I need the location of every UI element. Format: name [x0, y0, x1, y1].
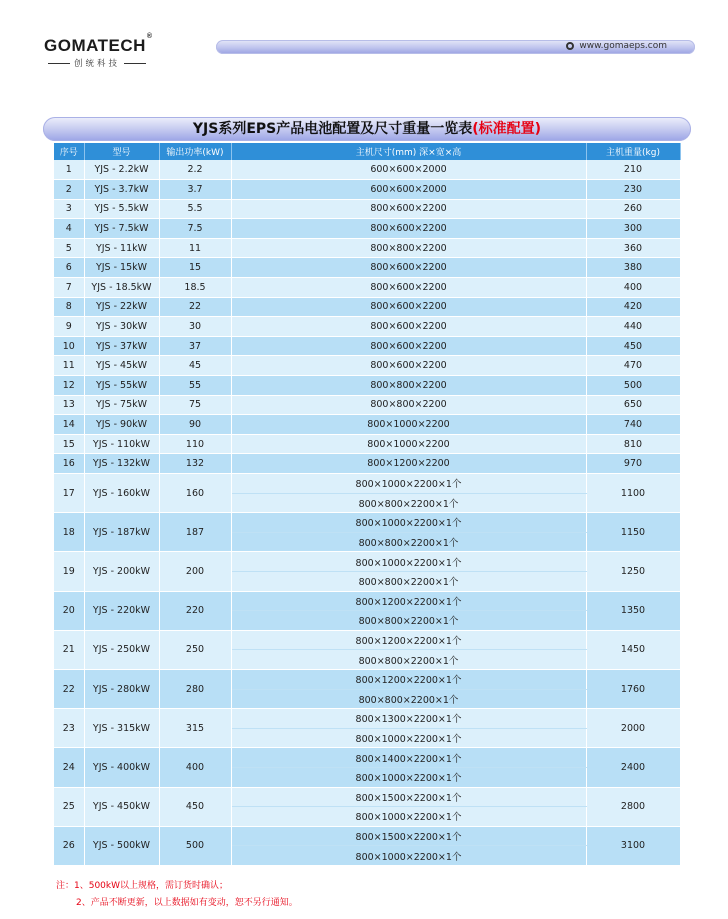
logo-wordmark: GOMATECH®	[44, 33, 153, 55]
cell-no: 16	[54, 454, 84, 474]
cell-dimensions: 800×1000×2200	[231, 415, 586, 435]
cell-model: YJS - 75kW	[84, 395, 159, 415]
cell-power: 75	[159, 395, 231, 415]
cell-dimensions: 800×800×2200	[231, 395, 586, 415]
cell-dimensions: 800×600×2200	[231, 336, 586, 356]
header-power: 输出功率(kW)	[159, 143, 231, 160]
table-row	[54, 395, 680, 415]
cell-dimensions: 800×600×2200	[231, 199, 586, 219]
cell-weight: 470	[586, 356, 680, 376]
header-weight: 主机重量(kg)	[586, 143, 680, 160]
cell-weight: 1150	[586, 513, 680, 552]
cell-dimensions: 800×1000×2200×1个	[231, 474, 586, 494]
table-row	[54, 552, 680, 572]
website-url[interactable]: www.gomaeps.com	[566, 41, 667, 51]
cell-dimensions: 800×600×2200	[231, 356, 586, 376]
cell-power: 90	[159, 415, 231, 435]
table-row	[54, 513, 680, 533]
table-row	[54, 669, 680, 689]
cell-model: YJS - 30kW	[84, 317, 159, 337]
cell-weight: 1350	[586, 591, 680, 630]
table-row	[54, 317, 680, 337]
cell-weight: 380	[586, 258, 680, 278]
cell-no: 21	[54, 630, 84, 669]
table-row	[54, 434, 680, 454]
table-row	[54, 474, 680, 494]
cell-dimensions: 800×1200×2200	[231, 454, 586, 474]
cell-dimensions: 800×800×2200×1个	[231, 689, 586, 709]
cell-model: YJS - 90kW	[84, 415, 159, 435]
cell-model: YJS - 15kW	[84, 258, 159, 278]
table-row	[54, 160, 680, 180]
cell-weight: 300	[586, 219, 680, 239]
cell-dimensions: 800×1200×2200×1个	[231, 591, 586, 611]
cell-dimensions: 800×800×2200×1个	[231, 611, 586, 631]
cell-no: 20	[54, 591, 84, 630]
table-row	[54, 219, 680, 239]
cell-weight: 650	[586, 395, 680, 415]
cell-dimensions: 800×600×2200	[231, 219, 586, 239]
table-row	[54, 336, 680, 356]
cell-model: YJS - 315kW	[84, 709, 159, 748]
cell-dimensions: 800×1200×2200×1个	[231, 630, 586, 650]
cell-dimensions: 800×1500×2200×1个	[231, 826, 586, 846]
spec-table	[54, 143, 681, 866]
footnote-1: 注：1、500kW以上规格，需订货时确认；	[56, 881, 229, 891]
cell-power: 250	[159, 630, 231, 669]
cell-model: YJS - 5.5kW	[84, 199, 159, 219]
cell-model: YJS - 22kW	[84, 297, 159, 317]
cell-model: YJS - 160kW	[84, 474, 159, 513]
cell-power: 110	[159, 434, 231, 454]
cell-no: 9	[54, 317, 84, 337]
table-row	[54, 787, 680, 807]
cell-weight: 210	[586, 160, 680, 180]
footnotes	[56, 878, 298, 912]
cell-dimensions: 800×800×2200×1个	[231, 493, 586, 513]
table-title-bar	[43, 117, 691, 141]
table-row	[54, 709, 680, 729]
cell-power: 450	[159, 787, 231, 826]
cell-dimensions: 600×600×2000	[231, 180, 586, 200]
cell-weight: 400	[586, 278, 680, 298]
table-row	[54, 376, 680, 396]
cell-weight: 740	[586, 415, 680, 435]
cell-no: 22	[54, 669, 84, 708]
cell-weight: 260	[586, 199, 680, 219]
table-row	[54, 591, 680, 611]
cell-power: 132	[159, 454, 231, 474]
cell-dimensions: 800×1000×2200×1个	[231, 552, 586, 572]
table-row	[54, 297, 680, 317]
header-dimensions: 主机尺寸(mm) 深×宽×高	[231, 143, 586, 160]
header-model: 型号	[84, 143, 159, 160]
cell-dimensions: 800×600×2200	[231, 278, 586, 298]
cell-no: 7	[54, 278, 84, 298]
table-header-row	[54, 143, 680, 160]
cell-dimensions: 600×600×2000	[231, 160, 586, 180]
cell-power: 7.5	[159, 219, 231, 239]
cell-power: 200	[159, 552, 231, 591]
table-row	[54, 454, 680, 474]
cell-dimensions: 800×800×2200×1个	[231, 650, 586, 670]
website-banner	[216, 40, 695, 54]
cell-power: 22	[159, 297, 231, 317]
cell-no: 2	[54, 180, 84, 200]
cell-model: YJS - 45kW	[84, 356, 159, 376]
cell-model: YJS - 200kW	[84, 552, 159, 591]
cell-power: 400	[159, 748, 231, 787]
table-row	[54, 180, 680, 200]
cell-model: YJS - 55kW	[84, 376, 159, 396]
cell-model: YJS - 132kW	[84, 454, 159, 474]
cell-dimensions: 800×1000×2200×1个	[231, 807, 586, 827]
table-row	[54, 238, 680, 258]
cell-power: 220	[159, 591, 231, 630]
cell-no: 5	[54, 238, 84, 258]
cell-no: 18	[54, 513, 84, 552]
cell-no: 12	[54, 376, 84, 396]
cell-no: 1	[54, 160, 84, 180]
header-no: 序号	[54, 143, 84, 160]
cell-weight: 1250	[586, 552, 680, 591]
cell-no: 14	[54, 415, 84, 435]
cell-power: 500	[159, 826, 231, 865]
cell-power: 2.2	[159, 160, 231, 180]
cell-weight: 2000	[586, 709, 680, 748]
cell-model: YJS - 220kW	[84, 591, 159, 630]
cell-no: 8	[54, 297, 84, 317]
cell-weight: 230	[586, 180, 680, 200]
cell-power: 15	[159, 258, 231, 278]
cell-model: YJS - 500kW	[84, 826, 159, 865]
cell-dimensions: 800×800×2200×1个	[231, 571, 586, 591]
table-row	[54, 278, 680, 298]
cell-dimensions: 800×1400×2200×1个	[231, 748, 586, 768]
cell-no: 23	[54, 709, 84, 748]
cell-dimensions: 800×1500×2200×1个	[231, 787, 586, 807]
cell-dimensions: 800×1000×2200×1个	[231, 846, 586, 866]
cell-power: 45	[159, 356, 231, 376]
cell-no: 3	[54, 199, 84, 219]
cell-power: 55	[159, 376, 231, 396]
cell-weight: 810	[586, 434, 680, 454]
cell-weight: 1450	[586, 630, 680, 669]
cell-dimensions: 800×1000×2200×1个	[231, 513, 586, 533]
cell-dimensions: 800×600×2200	[231, 258, 586, 278]
cell-power: 280	[159, 669, 231, 708]
table-title-highlight: (标准配置)	[472, 121, 542, 137]
cell-model: YJS - 37kW	[84, 336, 159, 356]
cell-weight: 970	[586, 454, 680, 474]
cell-weight: 450	[586, 336, 680, 356]
cell-dimensions: 800×1000×2200×1个	[231, 728, 586, 748]
table-row	[54, 826, 680, 846]
cell-weight: 500	[586, 376, 680, 396]
cell-dimensions: 800×600×2200	[231, 297, 586, 317]
footnote-2: 2、产品不断更新，以上数据如有变动，恕不另行通知。	[76, 898, 298, 908]
cell-model: YJS - 18.5kW	[84, 278, 159, 298]
cell-weight: 420	[586, 297, 680, 317]
table-row	[54, 356, 680, 376]
cell-power: 315	[159, 709, 231, 748]
cell-no: 13	[54, 395, 84, 415]
cell-no: 6	[54, 258, 84, 278]
cell-power: 3.7	[159, 180, 231, 200]
cell-weight: 1760	[586, 669, 680, 708]
cell-no: 24	[54, 748, 84, 787]
cell-no: 25	[54, 787, 84, 826]
table-row	[54, 748, 680, 768]
cell-no: 26	[54, 826, 84, 865]
table-title: YJS系列EPS产品电池配置及尺寸重量一览表	[192, 121, 473, 137]
cell-power: 37	[159, 336, 231, 356]
cell-model: YJS - 450kW	[84, 787, 159, 826]
cell-no: 15	[54, 434, 84, 454]
cell-dimensions: 800×1000×2200×1个	[231, 767, 586, 787]
cell-model: YJS - 11kW	[84, 238, 159, 258]
cell-weight: 2800	[586, 787, 680, 826]
table-row	[54, 258, 680, 278]
cell-dimensions: 800×800×2200	[231, 376, 586, 396]
cell-dimensions: 800×800×2200×1个	[231, 532, 586, 552]
cell-power: 18.5	[159, 278, 231, 298]
cell-power: 30	[159, 317, 231, 337]
cell-no: 10	[54, 336, 84, 356]
cell-no: 11	[54, 356, 84, 376]
cell-model: YJS - 110kW	[84, 434, 159, 454]
cell-weight: 440	[586, 317, 680, 337]
cell-model: YJS - 187kW	[84, 513, 159, 552]
globe-icon	[566, 42, 574, 50]
cell-power: 187	[159, 513, 231, 552]
cell-weight: 2400	[586, 748, 680, 787]
cell-no: 19	[54, 552, 84, 591]
cell-no: 17	[54, 474, 84, 513]
cell-power: 160	[159, 474, 231, 513]
table-row	[54, 199, 680, 219]
cell-dimensions: 800×800×2200	[231, 238, 586, 258]
cell-weight: 1100	[586, 474, 680, 513]
cell-dimensions: 800×1200×2200×1个	[231, 669, 586, 689]
registered-mark: ®	[146, 33, 153, 41]
logo-subtitle: 创统科技	[44, 57, 174, 69]
cell-power: 5.5	[159, 199, 231, 219]
cell-no: 4	[54, 219, 84, 239]
cell-weight: 3100	[586, 826, 680, 865]
cell-model: YJS - 2.2kW	[84, 160, 159, 180]
cell-model: YJS - 280kW	[84, 669, 159, 708]
cell-model: YJS - 400kW	[84, 748, 159, 787]
cell-dimensions: 800×600×2200	[231, 317, 586, 337]
table-row	[54, 415, 680, 435]
cell-model: YJS - 3.7kW	[84, 180, 159, 200]
cell-dimensions: 800×1000×2200	[231, 434, 586, 454]
table-row	[54, 630, 680, 650]
cell-model: YJS - 250kW	[84, 630, 159, 669]
cell-power: 11	[159, 238, 231, 258]
cell-dimensions: 800×1300×2200×1个	[231, 709, 586, 729]
cell-weight: 360	[586, 238, 680, 258]
cell-model: YJS - 7.5kW	[84, 219, 159, 239]
company-logo	[44, 33, 174, 69]
